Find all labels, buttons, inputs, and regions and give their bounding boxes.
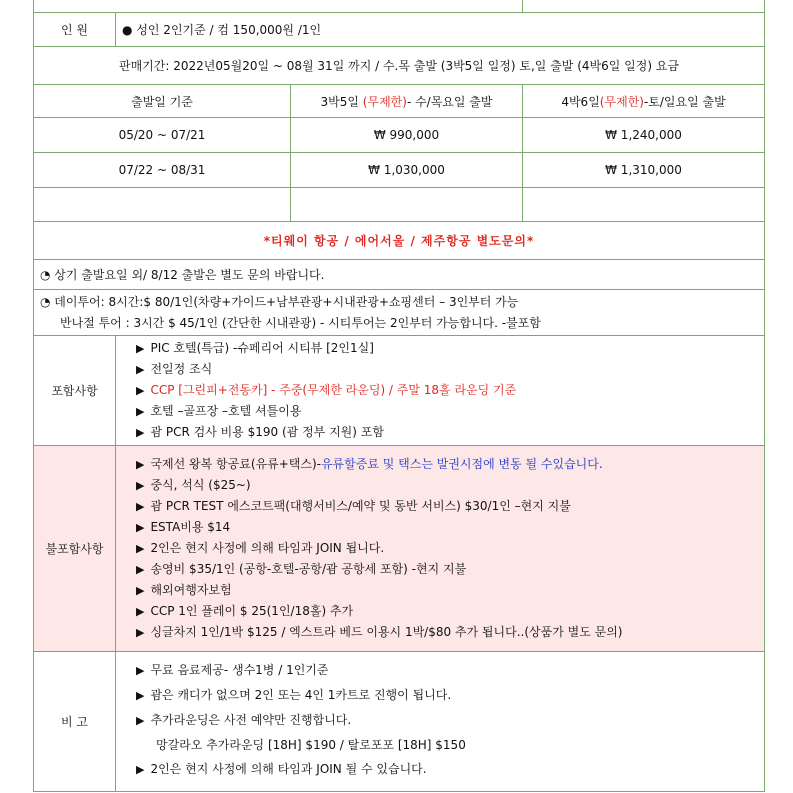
arrow-right-icon: ▶	[136, 479, 145, 492]
list-item: ▶ 송영비 $35/1인 (공항-호텔-공항/괌 공항세 포함) -현지 지불	[136, 562, 467, 576]
included-label: 포함사항	[34, 336, 116, 446]
list-item: ▶ 해외여행자보험	[136, 583, 232, 597]
remarks-row	[34, 652, 765, 792]
list-item: ▶ ESTA비용 $14	[136, 520, 231, 534]
package-info-table	[33, 0, 765, 792]
airline-notice: *티웨이 항공 / 에어서울 / 제주항공 별도문의*	[34, 222, 765, 260]
note-daytour-line2: 반나절 투어 : 3시간 $ 45/1인 (간단한 시내관광) - 시티투어는 2인부터 가능합니다. -불포함	[60, 315, 541, 330]
sale-period-row	[34, 47, 765, 85]
row-price-3n: ₩ 1,030,000	[291, 153, 523, 188]
list-item: ▶ 2인은 현지 사정에 의해 타임과 JOIN 됩니다.	[136, 541, 385, 555]
list-item: ▶ 2인은 현지 사정에 의해 타임과 JOIN 될 수 있습니다.	[136, 762, 427, 776]
arrow-right-icon: ▶	[136, 342, 145, 355]
list-item: ▶ 호텔 –골프장 –호텔 셔틀이용	[136, 404, 302, 418]
included-row	[34, 336, 765, 446]
list-item: ▶ 국제선 왕복 항공료(유류+택스)-유류할증료 및 택스는 발권시점에 변동 될 수있습니다.	[136, 457, 603, 471]
row-price-4n: ₩ 1,310,000	[523, 153, 765, 188]
price-header-row	[34, 85, 765, 118]
col-header-date: 출발일 기준	[34, 85, 291, 118]
list-item: ▶ CCP [그린피+전동카] - 주중(무제한 라운딩) / 주말 18홀 라운딩 기준	[136, 383, 517, 397]
remarks-label: 비 고	[34, 652, 116, 792]
table-row-empty	[34, 188, 765, 222]
arrow-right-icon: ▶	[136, 458, 145, 471]
arrow-right-icon: ▶	[136, 521, 145, 534]
row-date: 05/20 ~ 07/21	[34, 118, 291, 153]
arrow-right-icon: ▶	[136, 426, 145, 439]
arrow-right-icon: ▶	[136, 584, 145, 597]
row-price-4n: ₩ 1,240,000	[523, 118, 765, 153]
top-partial-row	[34, 0, 765, 13]
list-item: ▶ 전일정 조식	[136, 362, 213, 376]
remarks-list	[116, 652, 765, 792]
col-header-4n5d: 4박6일(무제한)-토/일요일 출발	[523, 85, 765, 118]
list-item: 망갈라오 추가라운딩 [18H] $190 / 탈로포포 [18H] $150	[156, 738, 466, 752]
arrow-right-icon: ▶	[136, 714, 145, 727]
arrow-right-icon: ▶	[136, 626, 145, 639]
arrow-right-icon: ▶	[136, 405, 145, 418]
people-text: 성인 2인기준 / 컴 150,000원 /1인	[136, 23, 322, 37]
list-item: ▶ 괌 PCR TEST 에스코트팩(대행서비스/예약 및 동반 서비스) $30/1인 –현지 지불	[136, 499, 571, 513]
list-item: ▶ PIC 호텔(특급) -슈페리어 시티뷰 [2인1실]	[136, 341, 374, 355]
sale-period-text: 판매기간: 2022년05월20일 ~ 08월 31일 까지 / 수.목 출발 (3박5일 일정) 토,일 출발 (4박6일 일정) 요금	[34, 47, 765, 85]
note-daytour-line1: ◔ 데이투어: 8시간:$ 80/1인(차량+가이드+남부관광+시내관광+쇼핑센터 – 3인부터 가능	[40, 294, 519, 309]
note-daytour	[34, 290, 765, 336]
note-departure: ◔ 상기 출발요일 외/ 8/12 출발은 별도 문의 바랍니다.	[34, 260, 765, 290]
note-row	[34, 260, 765, 290]
arrow-right-icon: ▶	[136, 363, 145, 376]
excluded-label: 불포함사항	[34, 446, 116, 652]
airline-notice-row	[34, 222, 765, 260]
excluded-row	[34, 446, 765, 652]
list-item: ▶ 중식, 석식 ($25~)	[136, 478, 251, 492]
note-row	[34, 290, 765, 336]
list-item: ▶ 괌 PCR 검사 비용 $190 (괌 정부 지원) 포함	[136, 425, 384, 439]
people-value	[116, 13, 765, 47]
arrow-right-icon: ▶	[136, 605, 145, 618]
list-item: ▶ CCP 1인 플레이 $ 25(1인/18홀) 추가	[136, 604, 354, 618]
bullet-icon: ●	[122, 23, 133, 37]
list-item: ▶ 추가라운딩은 사전 예약만 진행합니다.	[136, 713, 352, 727]
list-item: ▶ 무료 음료제공- 생수1병 / 1인기준	[136, 663, 329, 677]
people-row	[34, 13, 765, 47]
arrow-right-icon: ▶	[136, 384, 145, 397]
arrow-right-icon: ▶	[136, 763, 145, 776]
list-item: ▶ 괌은 캐디가 없으며 2인 또는 4인 1카트로 진행이 됩니다.	[136, 688, 452, 702]
arrow-right-icon: ▶	[136, 664, 145, 677]
row-date: 07/22 ~ 08/31	[34, 153, 291, 188]
included-list	[116, 336, 765, 446]
arrow-right-icon: ▶	[136, 542, 145, 555]
list-item: ▶ 싱글차지 1인/1박 $125 / 엑스트라 베드 이용시 1박/$80 추가 됩니다..(상품가 별도 문의)	[136, 625, 623, 639]
col-header-3n4d: 3박5일 (무제한)- 수/목요일 출발	[291, 85, 523, 118]
arrow-right-icon: ▶	[136, 563, 145, 576]
arrow-right-icon: ▶	[136, 689, 145, 702]
table-row	[34, 153, 765, 188]
people-label: 인 원	[34, 13, 116, 47]
table-row	[34, 118, 765, 153]
row-price-3n: ₩ 990,000	[291, 118, 523, 153]
excluded-list	[116, 446, 765, 652]
arrow-right-icon: ▶	[136, 500, 145, 513]
